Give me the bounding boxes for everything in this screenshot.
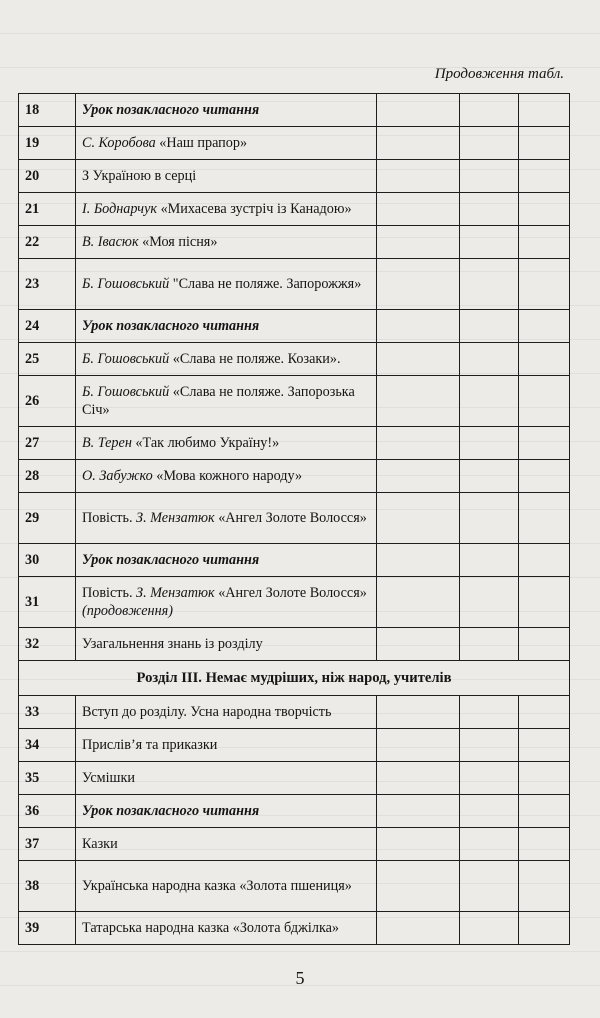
lesson-topic xyxy=(76,376,377,427)
empty-cell xyxy=(519,127,570,160)
empty-cell xyxy=(460,460,519,493)
table-row xyxy=(19,427,570,460)
lesson-topic xyxy=(76,828,377,861)
work-title: «Ангел Золоте Волосся» xyxy=(214,584,367,601)
empty-cell xyxy=(377,376,460,427)
lesson-topic xyxy=(76,127,377,160)
empty-cell xyxy=(460,544,519,577)
lesson-topic xyxy=(76,762,377,795)
genre-prefix: Повість. xyxy=(82,509,137,526)
lesson-number: 20 xyxy=(19,160,76,193)
table-row xyxy=(19,861,570,912)
empty-cell xyxy=(377,729,460,762)
lesson-number: 26 xyxy=(19,376,76,427)
lesson-topic xyxy=(76,493,377,544)
lesson-number: 27 xyxy=(19,427,76,460)
table-row xyxy=(19,343,570,376)
lesson-number: 18 xyxy=(19,94,76,127)
empty-cell xyxy=(519,577,570,628)
lesson-number: 35 xyxy=(19,762,76,795)
empty-cell xyxy=(519,628,570,661)
lesson-plan-table xyxy=(18,93,570,945)
empty-cell xyxy=(377,427,460,460)
lesson-number: 29 xyxy=(19,493,76,544)
empty-cell xyxy=(460,861,519,912)
work-title: «Слава не поляже. Запорозька Січ» xyxy=(82,383,355,418)
empty-cell xyxy=(519,343,570,376)
table-row xyxy=(19,762,570,795)
table-row xyxy=(19,376,570,427)
empty-cell xyxy=(377,912,460,945)
empty-cell xyxy=(460,94,519,127)
topic-text: Казки xyxy=(82,835,118,852)
empty-cell xyxy=(519,861,570,912)
table-row xyxy=(19,94,570,127)
table-row xyxy=(19,828,570,861)
author-name: В. Івасюк xyxy=(82,233,139,250)
empty-cell xyxy=(519,193,570,226)
lesson-topic xyxy=(76,544,377,577)
empty-cell xyxy=(519,493,570,544)
empty-cell xyxy=(460,226,519,259)
lesson-number: 36 xyxy=(19,795,76,828)
table-row xyxy=(19,493,570,544)
empty-cell xyxy=(377,828,460,861)
empty-cell xyxy=(460,310,519,343)
empty-cell xyxy=(460,762,519,795)
topic-text: З Україною в серці xyxy=(82,167,197,184)
extracurricular-reading-label: Урок позакласного читання xyxy=(82,317,260,334)
empty-cell xyxy=(519,912,570,945)
table-row xyxy=(19,729,570,762)
empty-cell xyxy=(377,544,460,577)
lesson-topic xyxy=(76,577,377,628)
lesson-number: 32 xyxy=(19,628,76,661)
lesson-number: 38 xyxy=(19,861,76,912)
lesson-number: 34 xyxy=(19,729,76,762)
empty-cell xyxy=(460,729,519,762)
empty-cell xyxy=(519,696,570,729)
empty-cell xyxy=(519,94,570,127)
empty-cell xyxy=(377,460,460,493)
lesson-topic xyxy=(76,343,377,376)
empty-cell xyxy=(460,493,519,544)
empty-cell xyxy=(460,193,519,226)
lesson-topic xyxy=(76,427,377,460)
section-heading: Розділ ІІІ. Немає мудріших, ніж народ, учителів xyxy=(19,661,570,696)
empty-cell xyxy=(460,343,519,376)
lesson-topic xyxy=(76,912,377,945)
work-title: «Слава не поляже. Козаки». xyxy=(169,350,341,367)
work-title: «Михасева зустріч із Канадою» xyxy=(157,200,352,217)
topic-text: Усмішки xyxy=(82,769,135,786)
lesson-topic xyxy=(76,696,377,729)
table-row xyxy=(19,577,570,628)
lesson-number: 23 xyxy=(19,259,76,310)
lesson-topic xyxy=(76,861,377,912)
lesson-number: 37 xyxy=(19,828,76,861)
author-name: З. Мензатюк xyxy=(136,584,215,601)
empty-cell xyxy=(519,729,570,762)
table-row xyxy=(19,193,570,226)
topic-text: Українська народна казка «Золота пшениця» xyxy=(82,877,352,894)
table-row xyxy=(19,795,570,828)
topic-text: Татарська народна казка «Золота бджілка» xyxy=(82,919,340,936)
empty-cell xyxy=(519,460,570,493)
empty-cell xyxy=(377,193,460,226)
lesson-plan-body xyxy=(19,94,570,945)
empty-cell xyxy=(377,762,460,795)
page-number: 5 xyxy=(295,968,305,988)
table-row xyxy=(19,160,570,193)
empty-cell xyxy=(519,427,570,460)
empty-cell xyxy=(460,828,519,861)
lesson-topic xyxy=(76,460,377,493)
table-continuation-label: Продовження табл. xyxy=(434,66,564,82)
empty-cell xyxy=(460,696,519,729)
topic-text: Узагальнення знань із розділу xyxy=(82,635,263,652)
lesson-number: 39 xyxy=(19,912,76,945)
empty-cell xyxy=(519,376,570,427)
table-row xyxy=(19,912,570,945)
lesson-number: 21 xyxy=(19,193,76,226)
empty-cell xyxy=(377,696,460,729)
lesson-number: 19 xyxy=(19,127,76,160)
empty-cell xyxy=(377,94,460,127)
empty-cell xyxy=(377,861,460,912)
table-row xyxy=(19,460,570,493)
continuation-note: (продовження) xyxy=(82,603,173,619)
lesson-topic xyxy=(76,729,377,762)
author-name: О. Забужко xyxy=(82,467,153,484)
empty-cell xyxy=(519,226,570,259)
empty-cell xyxy=(519,828,570,861)
empty-cell xyxy=(519,310,570,343)
lesson-topic xyxy=(76,259,377,310)
lesson-number: 31 xyxy=(19,577,76,628)
empty-cell xyxy=(519,762,570,795)
table-row xyxy=(19,544,570,577)
section-heading-row xyxy=(19,661,570,696)
extracurricular-reading-label: Урок позакласного читання xyxy=(82,802,260,819)
empty-cell xyxy=(377,160,460,193)
table-row xyxy=(19,226,570,259)
lesson-topic xyxy=(76,310,377,343)
table-row xyxy=(19,696,570,729)
empty-cell xyxy=(377,795,460,828)
author-name: С. Коробова xyxy=(82,134,156,151)
empty-cell xyxy=(377,628,460,661)
empty-cell xyxy=(460,427,519,460)
empty-cell xyxy=(519,160,570,193)
author-name: З. Мензатюк xyxy=(136,509,215,526)
lesson-topic xyxy=(76,94,377,127)
empty-cell xyxy=(460,795,519,828)
author-name: В. Терен xyxy=(82,434,132,451)
lesson-number: 22 xyxy=(19,226,76,259)
empty-cell xyxy=(460,376,519,427)
work-title: «Ангел Золоте Волосся» xyxy=(214,509,367,526)
work-title: «Наш прапор» xyxy=(155,134,248,151)
lesson-topic xyxy=(76,160,377,193)
table-row xyxy=(19,310,570,343)
empty-cell xyxy=(460,127,519,160)
empty-cell xyxy=(519,544,570,577)
empty-cell xyxy=(377,127,460,160)
lesson-number: 33 xyxy=(19,696,76,729)
table-row xyxy=(19,127,570,160)
lesson-topic xyxy=(76,193,377,226)
empty-cell xyxy=(460,577,519,628)
work-title: «Моя пісня» xyxy=(138,233,218,250)
empty-cell xyxy=(460,628,519,661)
work-title: "Слава не поляже. Запорожжя» xyxy=(169,275,362,292)
author-name: І. Боднарчук xyxy=(82,200,158,217)
empty-cell xyxy=(460,912,519,945)
lesson-topic xyxy=(76,226,377,259)
extracurricular-reading-label: Урок позакласного читання xyxy=(82,551,260,568)
empty-cell xyxy=(519,795,570,828)
topic-text: Прислів’я та приказки xyxy=(82,736,218,753)
empty-cell xyxy=(377,493,460,544)
table-row xyxy=(19,628,570,661)
empty-cell xyxy=(460,160,519,193)
topic-text: Вступ до розділу. Усна народна творчість xyxy=(82,703,332,720)
lesson-number: 24 xyxy=(19,310,76,343)
empty-cell xyxy=(377,259,460,310)
lesson-number: 30 xyxy=(19,544,76,577)
empty-cell xyxy=(519,259,570,310)
lesson-number: 25 xyxy=(19,343,76,376)
lesson-topic xyxy=(76,795,377,828)
work-title: «Мова кожного народу» xyxy=(152,467,303,484)
empty-cell xyxy=(377,226,460,259)
empty-cell xyxy=(460,259,519,310)
work-title: «Так любимо Україну!» xyxy=(131,434,280,451)
genre-prefix: Повість. xyxy=(82,584,137,601)
empty-cell xyxy=(377,310,460,343)
author-name: Б. Гошовський xyxy=(82,383,170,400)
lesson-topic xyxy=(76,628,377,661)
empty-cell xyxy=(377,343,460,376)
lesson-number: 28 xyxy=(19,460,76,493)
empty-cell xyxy=(377,577,460,628)
table-row xyxy=(19,259,570,310)
author-name: Б. Гошовський xyxy=(82,350,170,367)
author-name: Б. Гошовський xyxy=(82,275,170,292)
extracurricular-reading-label: Урок позакласного читання xyxy=(82,101,260,118)
